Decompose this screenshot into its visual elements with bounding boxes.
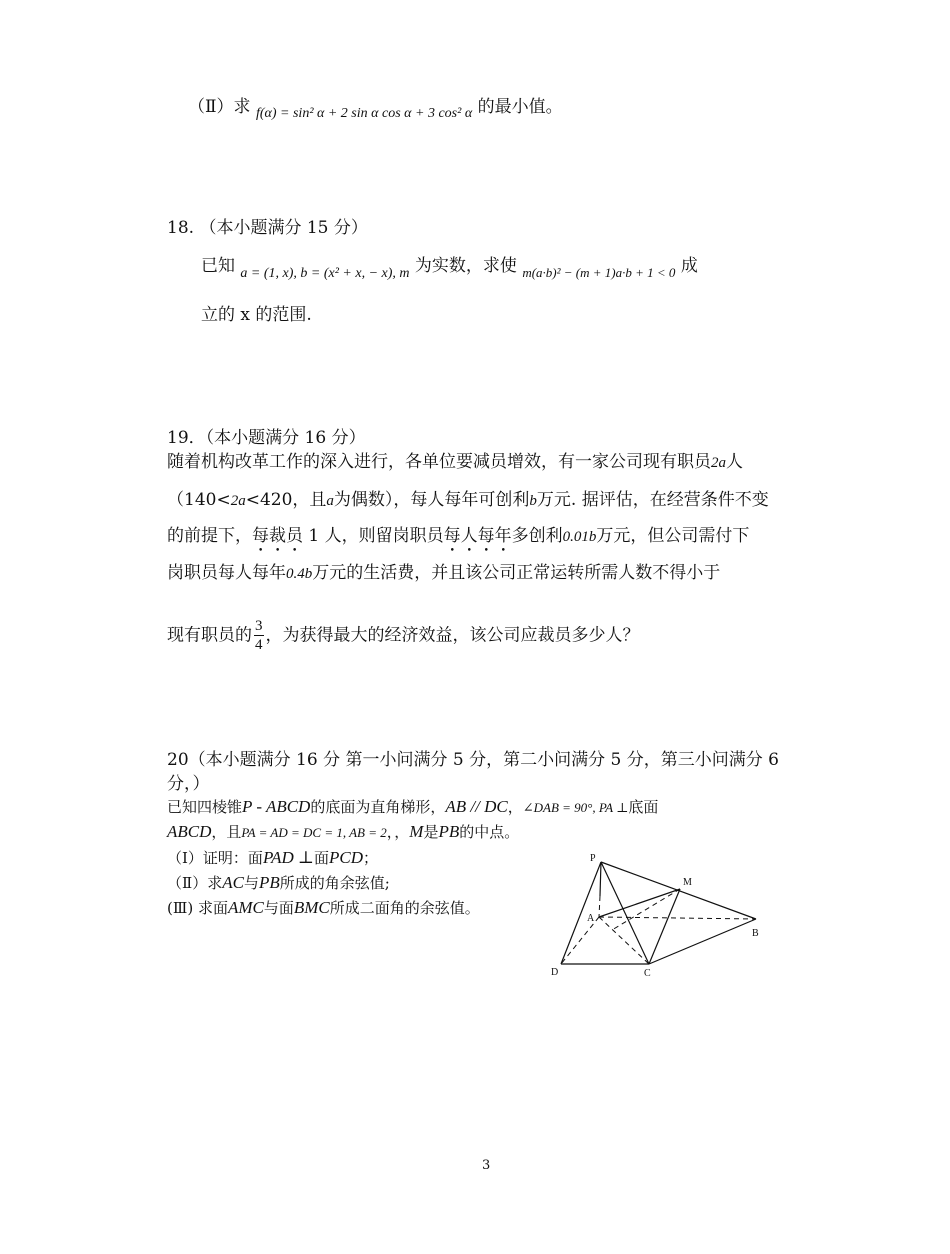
pyramid-diagram xyxy=(540,848,780,988)
q20-header2: 分，） xyxy=(167,774,210,794)
q19-line2 xyxy=(167,489,769,512)
label-b: B xyxy=(752,928,759,939)
q20-p1-e: ； xyxy=(363,849,379,867)
label-m: M xyxy=(683,877,692,888)
label-a: A xyxy=(587,913,595,924)
q20-p1-d: PCD xyxy=(329,848,364,867)
q20-p3-e: 所成二面角的余弦值。 xyxy=(329,899,480,917)
q19-emphasis-each: 每人每年 xyxy=(443,526,512,546)
q19-line2-2a: 2a xyxy=(230,493,246,509)
q18-line1 xyxy=(201,255,698,285)
q19-line3-a: 的前提下， xyxy=(167,526,252,546)
q20-line2 xyxy=(167,822,519,843)
q19-line4-value: 0.4b xyxy=(286,566,313,582)
q20-p2-e: 所成的角余弦值; xyxy=(279,874,390,892)
edge-pa-solid xyxy=(600,862,601,896)
q20-p1-b: PAD ⊥ xyxy=(262,848,315,867)
label-p: P xyxy=(590,853,596,864)
q20-pyramid: P - ABCD xyxy=(242,797,311,816)
edge-pa-dashed xyxy=(599,896,600,917)
label-c: C xyxy=(644,968,651,979)
q20-p3-b: AMC xyxy=(227,898,264,917)
q18-line1-pre: 已知 xyxy=(201,256,235,276)
q19-line2-b-var: b xyxy=(529,493,537,509)
q19-line2-a: （140< xyxy=(167,490,231,510)
q19-line4-c: 万元的生活费，并且该公司正常运转所需人数不得小于 xyxy=(312,563,721,583)
q20-p2-c: 与 xyxy=(243,874,259,892)
q19-frac-den: 4 xyxy=(255,637,263,653)
edge-pd xyxy=(561,862,601,964)
q20-p3-d: BMC xyxy=(293,898,330,917)
edge-am xyxy=(599,889,680,917)
edge-ab xyxy=(599,917,756,919)
q19-var-2a: 2a xyxy=(711,455,726,471)
q20-p3-a: (Ⅲ) 求面 xyxy=(167,899,228,917)
q19-line4-a: 岗职员每人每年 xyxy=(167,563,286,583)
q20-p2-b: AC xyxy=(222,873,244,892)
q20-l1-c: 的底面为直角梯形， xyxy=(310,798,446,816)
q19-line1-end: 人 xyxy=(726,452,743,472)
q20-lengths: PA = AD = DC = 1, AB = 2 xyxy=(241,825,387,840)
q20-header1: 20（本小题满分 16 分 第一小问满分 5 分，第二小问满分 5 分，第三小问满分 6 xyxy=(167,750,779,770)
q19-line1 xyxy=(167,451,743,474)
q19-line2-a-var: a xyxy=(326,493,334,509)
q20-part3 xyxy=(167,898,480,918)
q20-base: ABCD xyxy=(167,822,212,841)
q20-p2-d: PB xyxy=(258,873,280,892)
q17-formula: f(α) = sin² α + 2 sin α cos α + 3 cos² α xyxy=(255,106,473,121)
q20-point-m: M xyxy=(409,822,424,841)
q19-line3 xyxy=(167,525,749,556)
q20-p3-c: 与面 xyxy=(263,899,294,917)
q20-angle: ∠DAB = 90°, PA ⊥ xyxy=(522,800,629,815)
q18-line2: 立的 x 的范围. xyxy=(201,305,312,325)
q20-l2-d: ，， xyxy=(386,823,410,841)
q20-l2-b: ，且 xyxy=(211,823,242,841)
q17-tail: 的最小值。 xyxy=(477,97,563,117)
q19-frac-num: 3 xyxy=(255,618,263,634)
q19-line2-g: 万元. 据评估，在经营条件不变 xyxy=(536,490,769,510)
q18-line1-post: 成 xyxy=(680,256,698,276)
q17-label: （Ⅱ）求 xyxy=(188,97,251,117)
q18-header: 18. （本小题满分 15 分） xyxy=(167,218,368,238)
q20-seg-pb: PB xyxy=(438,822,460,841)
q20-p1-c: 面 xyxy=(314,849,330,867)
q20-l2-f: 是 xyxy=(423,823,439,841)
q19-line3-value: 0.01b xyxy=(562,529,597,545)
q19-line3-g: 万元，但公司需付下 xyxy=(596,526,750,546)
q20-l1-g: 底面 xyxy=(628,798,659,816)
q19-emphasis-cut: 每裁员 xyxy=(252,526,303,546)
q20-line1 xyxy=(167,797,658,818)
q18-inequality: m(a·b)² − (m + 1)a·b + 1 < 0 xyxy=(522,265,676,280)
q20-l1-a: 已知四棱锥 xyxy=(167,798,243,816)
q20-p1-a: （Ⅰ）证明：面 xyxy=(167,849,263,867)
q19-line4 xyxy=(167,562,720,585)
q19-line3-c: 1 人，则留岗职员 xyxy=(303,526,444,546)
q18-vectors: a = (1, x), b = (x² + x, − x), m xyxy=(240,266,410,281)
q18-line1-mid: 为实数，求使 xyxy=(414,256,517,276)
q19-fraction xyxy=(254,617,264,654)
q20-l1-e: ， xyxy=(507,798,523,816)
q19-line2-c: <420，且 xyxy=(245,490,327,510)
q20-part1 xyxy=(167,848,378,868)
q19-header: 19．（本小题满分 16 分） xyxy=(167,428,366,448)
edge-ac xyxy=(599,917,649,964)
label-d: D xyxy=(551,967,559,978)
q19-line3-e: 多创利 xyxy=(511,526,563,546)
q20-p2-a: （Ⅱ）求 xyxy=(167,874,223,892)
q20-l2-h: 的中点。 xyxy=(459,823,520,841)
edge-ad xyxy=(561,917,599,964)
q17-part2 xyxy=(188,96,563,125)
q19-line2-e: 为偶数），每人每年可创利 xyxy=(333,490,530,510)
q20-part2 xyxy=(167,873,390,893)
q19-line5-a: 现有职员的 xyxy=(167,625,252,646)
q19-line1-text: 随着机构改革工作的深入进行，各单位要减员增效，有一家公司现有职员 xyxy=(167,452,711,472)
q19-line5 xyxy=(167,617,640,654)
page-number: 3 xyxy=(482,1158,491,1173)
q19-line5-b: ，为获得最大的经济效益，该公司应裁员多少人？ xyxy=(265,625,640,646)
q20-parallel: AB // DC xyxy=(445,797,508,816)
